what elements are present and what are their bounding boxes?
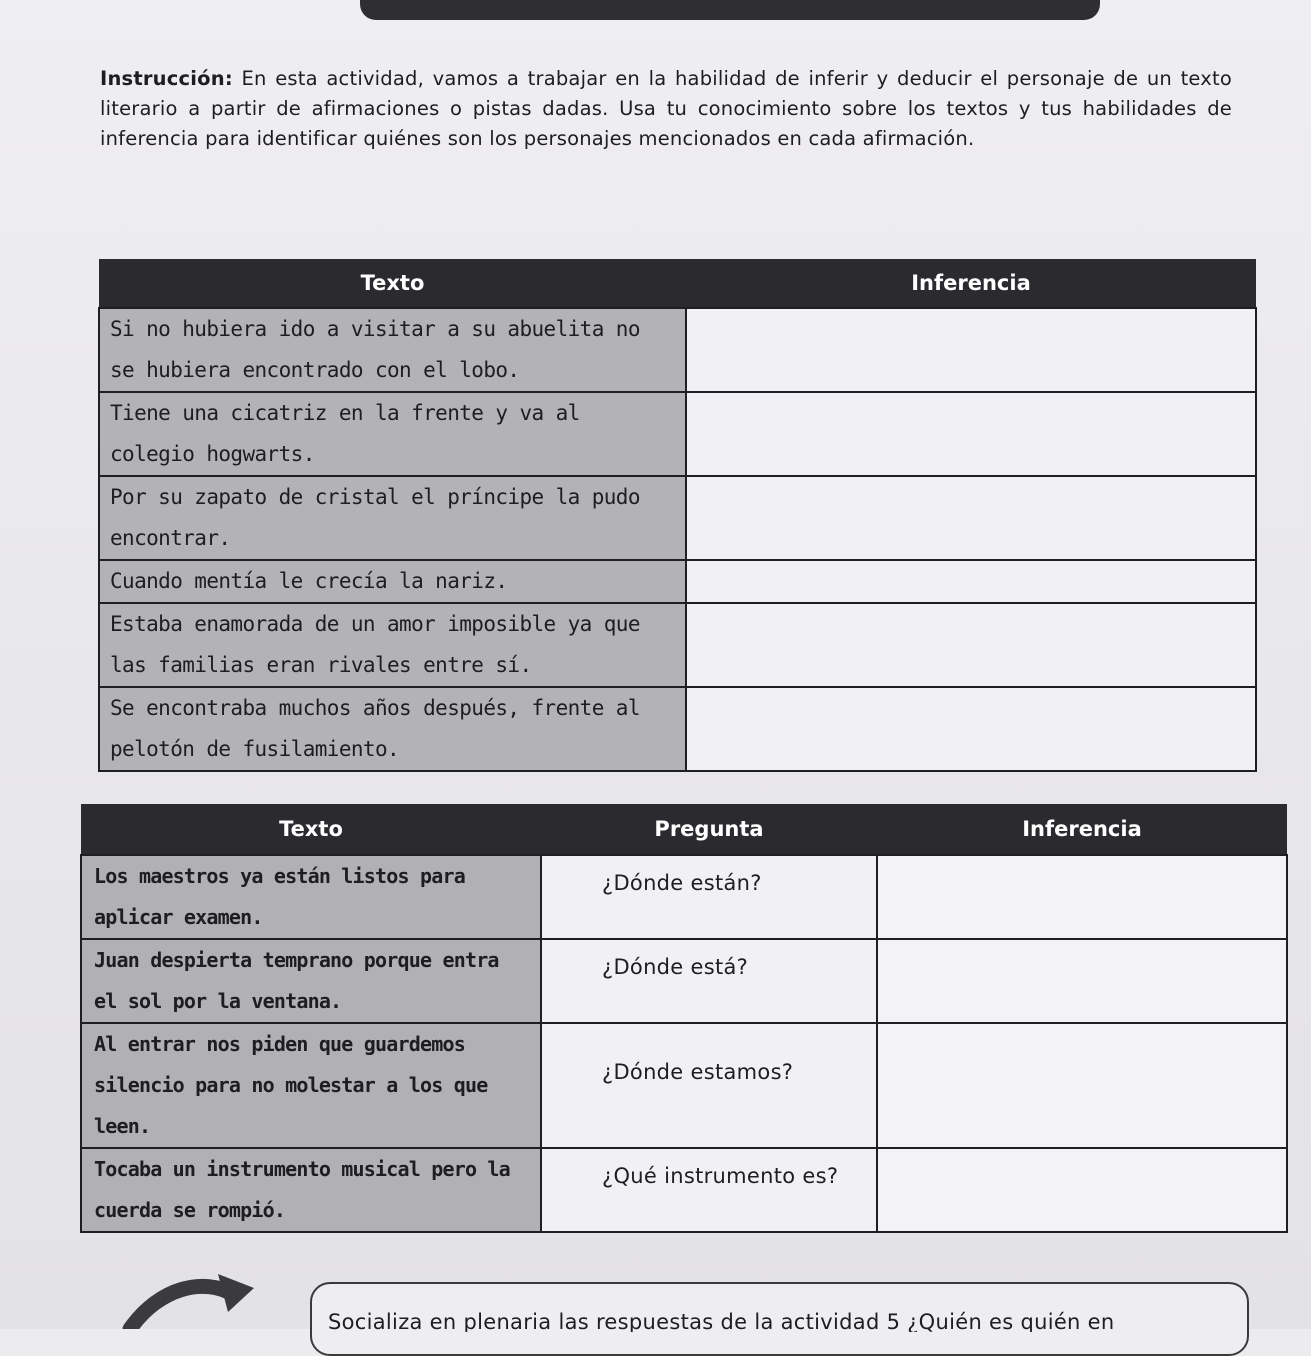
text-cell: Estaba enamorada de un amor imposible ya que las familias eran rivales entre sí. — [99, 603, 686, 687]
question-cell: ¿Qué instrumento es? — [541, 1148, 877, 1232]
header-texto: Texto — [99, 259, 686, 308]
question-cell: ¿Dónde están? — [541, 855, 877, 939]
text-cell: Se encontraba muchos años después, frente al pelotón de fusilamiento. — [99, 687, 686, 771]
curved-arrow-icon — [120, 1268, 270, 1329]
instruction-text: En esta actividad, vamos a trabajar en la habilidad de inferir y deducir el personaje de un texto literario a partir de afirmaciones o pistas dadas. Usa tu conocimiento sobre los textos y tus habilidades de inferencia para identificar quiénes son los personajes mencionados en cada afirmación. — [100, 67, 1232, 150]
table-row — [99, 476, 1256, 560]
inference-answer-cell[interactable] — [877, 1023, 1287, 1148]
question-cell: ¿Dónde está? — [541, 939, 877, 1023]
top-header-bar — [360, 0, 1100, 20]
text-cell: Cuando mentía le crecía la nariz. — [99, 560, 686, 603]
inference-answer-cell[interactable] — [686, 603, 1256, 687]
table-row — [81, 855, 1287, 939]
text-cell: Los maestros ya están listos para aplicar examen. — [81, 855, 541, 939]
inference-answer-cell[interactable] — [686, 687, 1256, 771]
table-row — [99, 392, 1256, 476]
header-texto: Texto — [81, 804, 541, 855]
inference-answer-cell[interactable] — [686, 476, 1256, 560]
footer-instruction-text: Socializa en plenaria las respuestas de la actividad 5 ¿Quién es quién en — [328, 1310, 1115, 1332]
instruction-paragraph — [100, 64, 1232, 154]
text-cell: Si no hubiera ido a visitar a su abuelita no se hubiera encontrado con el lobo. — [99, 308, 686, 392]
inference-answer-cell[interactable] — [877, 855, 1287, 939]
header-inferencia: Inferencia — [686, 259, 1256, 308]
question-cell: ¿Dónde estamos? — [541, 1023, 877, 1148]
table-row — [99, 560, 1256, 603]
table-row — [99, 308, 1256, 392]
inference-answer-cell[interactable] — [877, 939, 1287, 1023]
table-row — [81, 939, 1287, 1023]
text-cell: Por su zapato de cristal el príncipe la pudo encontrar. — [99, 476, 686, 560]
table-row — [81, 1023, 1287, 1148]
inference-table-questions — [80, 804, 1288, 1233]
text-cell: Juan despierta temprano porque entra el sol por la ventana. — [81, 939, 541, 1023]
inference-answer-cell[interactable] — [877, 1148, 1287, 1232]
text-cell: Al entrar nos piden que guardemos silencio para no molestar a los que leen. — [81, 1023, 541, 1148]
table-row — [99, 603, 1256, 687]
text-cell: Tiene una cicatriz en la frente y va al colegio hogwarts. — [99, 392, 686, 476]
header-pregunta: Pregunta — [541, 804, 877, 855]
instruction-label: Instrucción: — [100, 67, 233, 90]
header-inferencia: Inferencia — [877, 804, 1287, 855]
text-cell: Tocaba un instrumento musical pero la cuerda se rompió. — [81, 1148, 541, 1232]
inference-table-characters — [98, 259, 1257, 772]
inference-answer-cell[interactable] — [686, 308, 1256, 392]
table-row — [81, 1148, 1287, 1232]
inference-answer-cell[interactable] — [686, 560, 1256, 603]
inference-answer-cell[interactable] — [686, 392, 1256, 476]
table-row — [99, 687, 1256, 771]
